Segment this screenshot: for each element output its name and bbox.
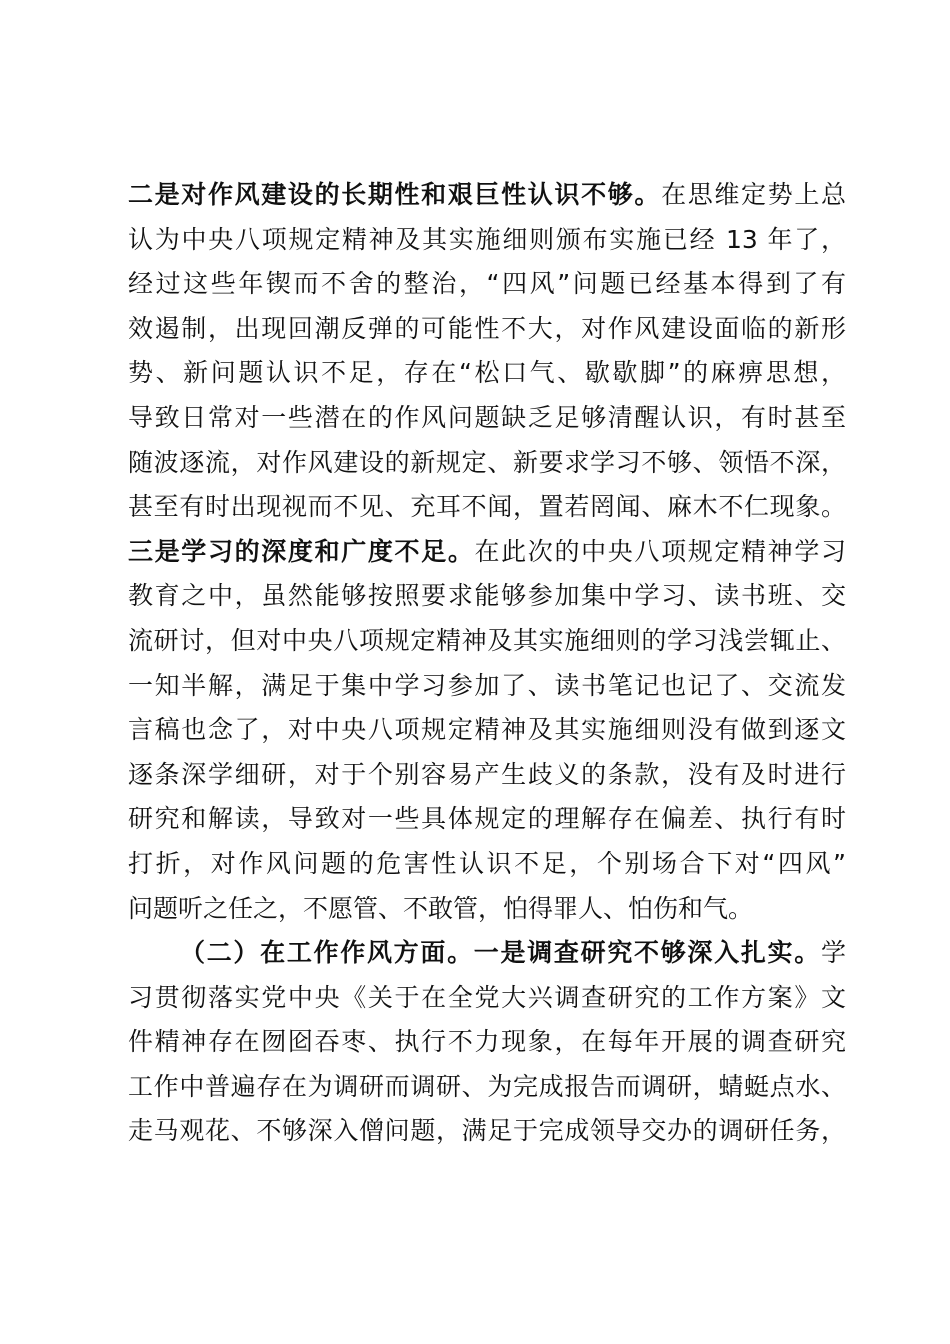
text-line: [128, 173, 846, 218]
text-line: [128, 1065, 846, 1110]
body-text-run: 研究和解读，导致对一些具体规定的理解存在偏差、执行有时: [128, 804, 846, 834]
text-line: [128, 931, 846, 976]
text-line: [128, 262, 846, 307]
body-text-run: 势、新问题认识不足，存在“松口气、歇歇脚”的麻痹思想，: [128, 358, 846, 388]
text-line: [128, 887, 846, 932]
body-text-run: 件精神存在囫囵吞枣、执行不力现象，在每年开展的调查研究: [128, 1027, 846, 1057]
text-line: [128, 842, 846, 887]
body-text-run: 在思维定势上总: [661, 180, 846, 209]
text-line: [128, 530, 846, 575]
body-text-run: 随波逐流，对作风建设的新规定、新要求学习不够、领悟不深，: [128, 447, 846, 477]
text-line: [128, 708, 846, 753]
body-text-run: 工作中普遍存在为调研而调研、为完成报告而调研，蜻蜓点水、: [128, 1071, 846, 1101]
body-text-run: 效遏制，出现回潮反弹的可能性不大，对作风建设面临的新形: [128, 313, 846, 343]
text-line: [128, 753, 846, 798]
text-line: [128, 1020, 846, 1065]
bold-heading-text: 二是对作风建设的长期性和艰巨性认识不够。: [128, 180, 662, 209]
body-text-run: 言稿也念了，对中央八项规定精神及其实施细则没有做到逐文: [128, 715, 846, 745]
body-text-run: 教育之中，虽然能够按照要求能够参加集中学习、读书班、交: [128, 581, 846, 611]
body-text-run: 学: [820, 938, 846, 968]
body-text-run: 流研讨，但对中央八项规定精神及其实施细则的学习浅尝辄止、: [128, 625, 846, 655]
text-line: [128, 1109, 846, 1154]
text-line: [128, 441, 846, 486]
text-line: [128, 976, 846, 1021]
body-text-run: 经过这些年锲而不舍的整治，“四风”问题已经基本得到了有: [128, 269, 846, 299]
body-text-run: 一知半解，满足于集中学习参加了、读书笔记也记了、交流发: [128, 670, 846, 700]
body-text-run: 导致日常对一些潜在的作风问题缺乏足够清醒认识，有时甚至: [128, 402, 846, 432]
bold-heading-text: （二）在工作作风方面。一是调查研究不够深入扎实。: [180, 938, 821, 968]
text-line: [128, 619, 846, 664]
text-line: [128, 396, 846, 441]
text-line: [128, 485, 846, 530]
text-line: [128, 307, 846, 352]
body-text-run: 甚至有时出现视而不见、充耳不闻，置若罔闻、麻木不仁现象。: [128, 492, 846, 522]
body-text-run: 在此次的中央八项规定精神学习: [474, 536, 846, 566]
bold-heading-text: 三是学习的深度和广度不足。: [128, 536, 475, 566]
body-text-run: 问题听之任之，不愿管、不敢管，怕得罪人、怕伤和气。: [128, 893, 754, 923]
text-line: [128, 574, 846, 619]
body-text-run: 走马观花、不够深入僧问题，满足于完成领导交办的调研任务，: [128, 1116, 846, 1146]
text-line: [128, 351, 846, 396]
body-text-run: 习贯彻落实党中央《关于在全党大兴调查研究的工作方案》文: [128, 982, 846, 1012]
text-line: [128, 218, 846, 263]
body-text-run: 认为中央八项规定精神及其实施细则颁布实施已经 13 年了，: [128, 224, 846, 254]
text-line: [128, 664, 846, 709]
body-text-run: 逐条深学细研，对于个别容易产生歧义的条款，没有及时进行: [128, 759, 846, 789]
body-text-run: 打折，对作风问题的危害性认识不足，个别场合下对“四风”: [128, 848, 846, 878]
text-line: [128, 797, 846, 842]
body-text: [128, 173, 846, 1154]
